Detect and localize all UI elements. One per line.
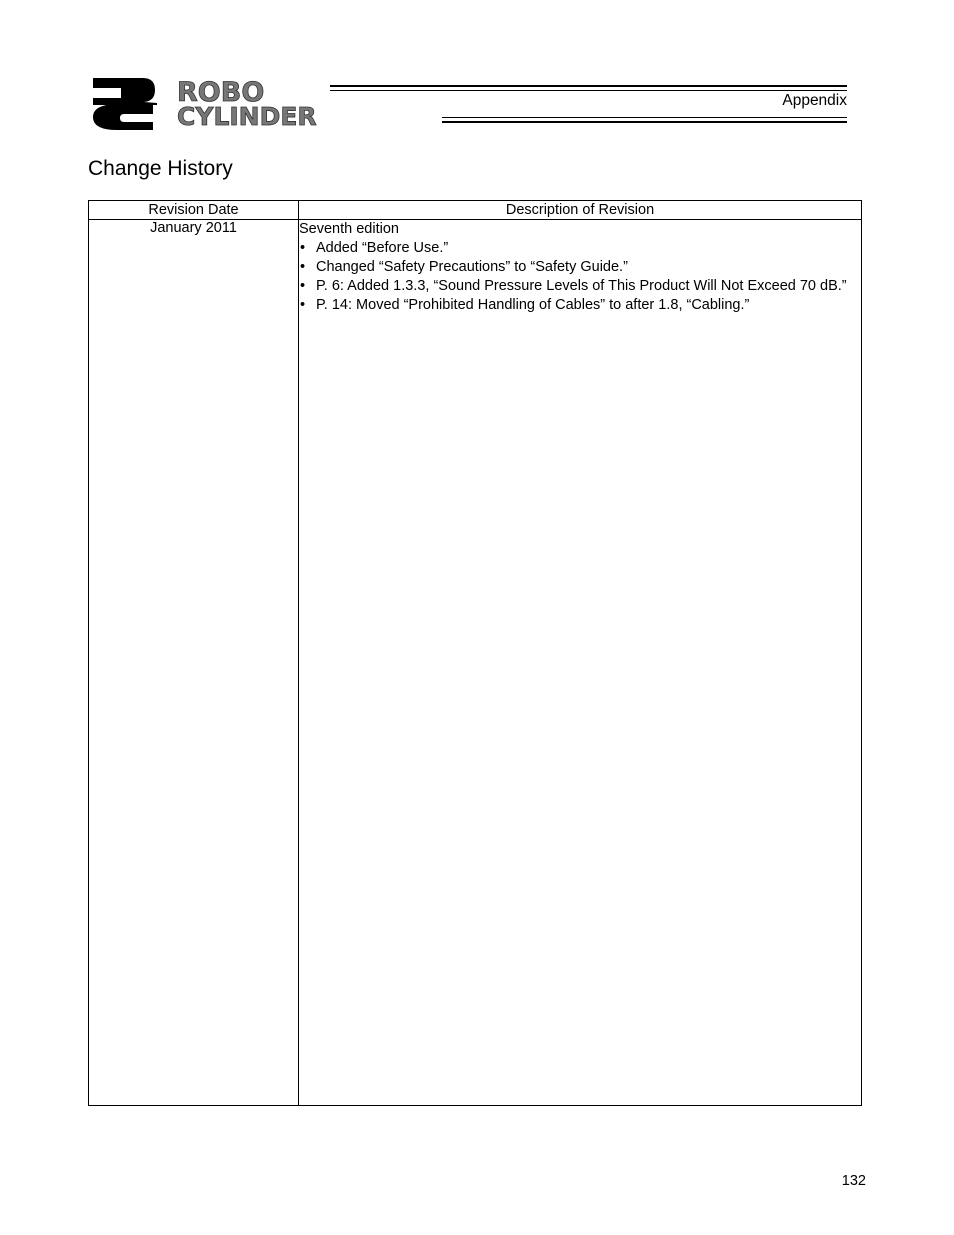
revision-date: January 2011 [89,220,299,1106]
page-number: 132 [841,1173,866,1189]
svg-text:CYLINDER: CYLINDER [177,102,317,131]
robo-cylinder-logo [91,74,436,132]
page-title: Change History [88,157,233,180]
list-item: • Changed “Safety Precautions” to “Safety Guide.” [299,258,861,277]
table-header-row [89,201,862,220]
header-rule [442,117,847,118]
column-header: Revision Date [89,201,299,220]
column-header: Description of Revision [299,201,862,220]
table-row [89,220,862,1106]
svg-text:ROBO: ROBO [177,77,265,108]
edition-label: Seventh edition [299,221,399,237]
revision-list [299,239,861,315]
list-item: • P. 14: Moved “Prohibited Handling of Cables” to after 1.8, “Cabling.” [299,296,861,315]
header-rule [330,90,847,91]
list-item: • Added “Before Use.” [299,239,861,258]
revision-description [299,220,862,1106]
change-history-table [88,200,862,1106]
header-rule [330,85,847,87]
list-item: • P. 6: Added 1.3.3, “Sound Pressure Levels of This Product Will Not Exceed 70 dB.” [299,277,861,296]
header-rule [442,121,847,123]
section-label: Appendix [782,92,847,109]
